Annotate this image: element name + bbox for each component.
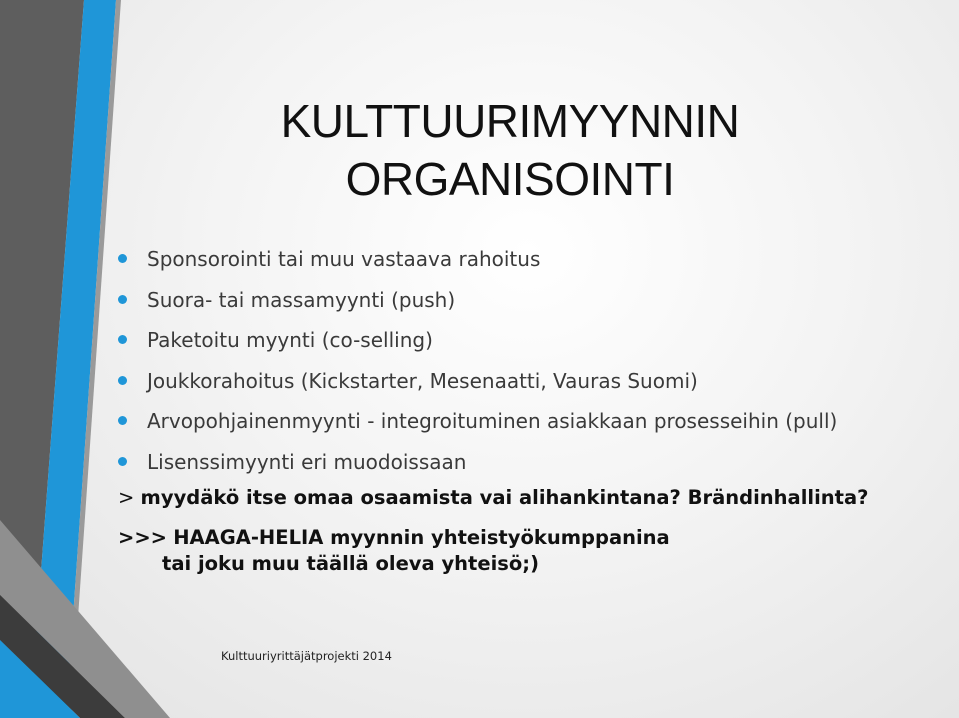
note-1-text: myydäkö itse omaa osaamista vai alihankintana? Brändinhallinta? (140, 486, 869, 509)
bullet-item (118, 285, 837, 326)
slide-footer: Kulttuuriyrittäjätprojekti 2014 (221, 649, 392, 663)
bullet-dot-icon (118, 254, 127, 263)
note-2-prefix: >>> (118, 526, 168, 549)
note-line-2 (118, 525, 670, 551)
note-line-1 (118, 485, 868, 511)
bullet-dot-icon (118, 295, 127, 304)
bullet-item (118, 366, 837, 407)
bullet-dot-icon (118, 335, 127, 344)
note-1-prefix: > (118, 486, 135, 509)
bullet-item (118, 244, 837, 285)
bullet-list (118, 244, 837, 487)
bullet-dot-icon (118, 416, 127, 425)
bullet-item (118, 406, 837, 447)
bullet-dot-icon (118, 457, 127, 466)
bullet-item (118, 447, 837, 488)
bullet-text: Arvopohjainenmyynti - integroituminen asiakkaan prosesseihin (pull) (147, 409, 838, 433)
bullet-text: Lisenssimyynti eri muodoissaan (147, 449, 467, 474)
bullet-text: Suora- tai massamyynti (push) (147, 287, 456, 312)
bullet-text: Sponsorointi tai muu vastaava rahoitus (147, 247, 541, 271)
note-2-text: HAAGA-HELIA myynnin yhteistyökumppanina (173, 526, 670, 549)
bullet-text: Paketoitu myynti (co-selling) (147, 328, 433, 352)
title-line-2: ORGANISOINTI (345, 153, 675, 205)
note-line-3 (162, 551, 539, 577)
bullet-item (118, 325, 837, 366)
note-2-continuation: tai joku muu täällä oleva yhteisö;) (162, 552, 540, 575)
slide-title (200, 92, 820, 208)
bullet-text: Joukkorahoitus (Kickstarter, Mesenaatti, Vauras Suomi) (147, 368, 698, 393)
bullet-dot-icon (118, 376, 127, 385)
title-line-1: KULTTUURIMYYNNIN (280, 95, 740, 147)
